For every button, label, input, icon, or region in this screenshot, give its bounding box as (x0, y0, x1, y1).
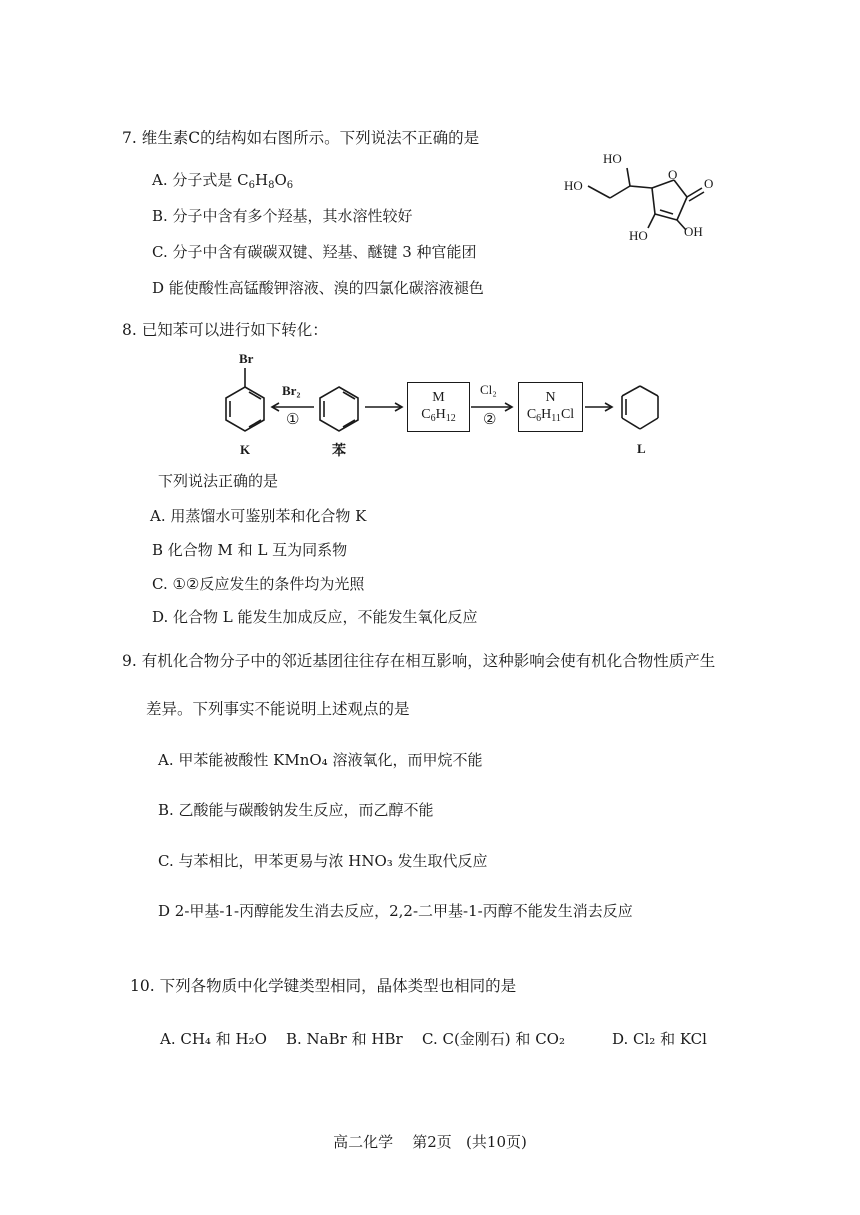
q8-option-c: C. ①②反应发生的条件均为光照 (152, 575, 365, 593)
q9-option-b: B. 乙酸能与碳酸钠发生反应，而乙醇不能 (158, 801, 434, 819)
q7-option-c: C. 分子中含有碳碳双键、羟基、醚键 3 种官能团 (152, 243, 477, 261)
k-br-label: Br (239, 351, 254, 366)
ring-oxygen-label: O (668, 167, 678, 182)
q8-option-b: B 化合物 M 和 L 互为同系物 (152, 541, 348, 559)
q8-prompt: 下列说法正确的是 (158, 472, 279, 490)
compound-m-box (407, 382, 470, 432)
compound-n-box (518, 382, 583, 432)
q9-option-a: A. 甲苯能被酸性 KMnO₄ 溶液氧化，而甲烷不能 (158, 751, 483, 769)
q10-option-a: A. CH₄ 和 H₂O (160, 1030, 267, 1048)
l-label: L (637, 441, 646, 456)
q7-option-a-prefix: A. 分子式是 (152, 171, 238, 189)
q8-stem: 8. 已知苯可以进行如下转化： (122, 321, 328, 339)
q10-option-c: C. C(金刚石) 和 CO₂ (422, 1030, 565, 1048)
q10-option-b: B. NaBr 和 HBr (286, 1030, 403, 1048)
step-2-label: ② (483, 412, 497, 428)
q8-option-a: A. 用蒸馏水可鉴别苯和化合物 K (150, 507, 367, 525)
q7-formula: $C_6H_8O_6$ (237, 171, 294, 191)
q9-stem-line1: 9. 有机化合物分子中的邻近基团往往存在相互影响，这种影响会使有机化合物性质产生 (122, 652, 716, 670)
n-name: N (545, 390, 556, 405)
q10-option-d: D. Cl₂ 和 KCl (612, 1030, 707, 1048)
oh-top-label: HO (603, 151, 622, 166)
ho-bottom-label: HO (629, 228, 648, 243)
q9-option-c: C. 与苯相比，甲苯更易与浓 HNO₃ 发生取代反应 (158, 852, 488, 870)
n-formula: $C_6H_{11}Cl$ (526, 407, 575, 424)
q7-option-d: D 能使酸性高锰酸钾溶液、溴的四氯化碳溶液褪色 (152, 279, 484, 297)
k-label: K (240, 442, 251, 457)
q9-option-d: D 2-甲基-1-丙醇能发生消去反应，2,2-二甲基-1-丙醇不能发生消去反应 (158, 902, 633, 920)
reagent-cl2: Cl₂ (480, 382, 497, 397)
step-1-label: ① (286, 412, 300, 428)
benzene-label: 苯 (332, 444, 346, 459)
page-footer: 高二化学 第2页 (共10页) (333, 1133, 527, 1151)
q8-option-d: D. 化合物 L 能发生加成反应，不能发生氧化反应 (152, 608, 478, 626)
q10-stem: 10. 下列各物质中化学键类型相同，晶体类型也相同的是 (130, 977, 517, 995)
q7-option-b: B. 分子中含有多个羟基，其水溶性较好 (152, 207, 413, 225)
reagent-br2: Br₂ (282, 383, 301, 398)
m-name: M (432, 390, 445, 405)
oh-bottom-label: OH (684, 224, 703, 239)
q9-stem-line2: 差异。下列事实不能说明上述观点的是 (146, 700, 410, 718)
m-formula: $C_6H_{12}$ (421, 407, 456, 424)
carbonyl-oxygen-label: O (704, 176, 714, 191)
ho-left-label: HO (564, 178, 583, 193)
q7-stem: 7. 维生素C的结构如右图所示。下列说法不正确的是 (122, 129, 480, 147)
